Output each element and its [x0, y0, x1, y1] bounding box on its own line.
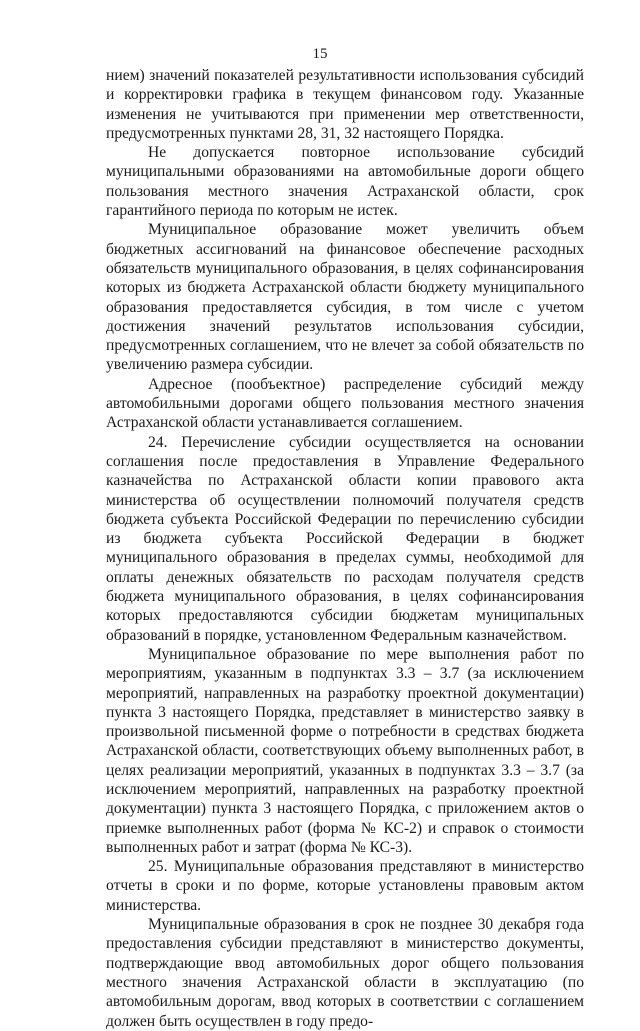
paragraph-payment-request: Муниципальное образование по мере выполнения работ по мероприятиям, указанным в подпунктах 3.3 – 3.7 (за исключением мероприятий, направленных на разработку проектной документации) пункта 3 настоящего Порядка, представляет в министерство заявку в произвольной письменной форме о потребности в средствах бюджета Астраханской области, соответствующих объему выполненных работ, в целях реализации мероприятий, указанных в подпунктах 3.3 – 3.7 (за исключением мероприятий, направленных на разработку проектной документации) пункта 3 настоящего Порядка, с приложением актов о приемке выполненных работ (форма № КС-2) и справок о стоимости выполненных работ и затрат (форма № КС-3).: [106, 645, 584, 856]
paragraph-continuation: нием) значений показателей результативности использования субсидий и корректировки графика в текущем финансовом году. Указанные изменения не учитываются при применении мер ответственности, предусмотренных пунктами 28, 31, 32 настоящего Порядка.: [106, 67, 584, 142]
document-body: [106, 66, 584, 1031]
paragraph-item-25: 25. Муниципальные образования представляют в министерство отчеты в сроки и по форме, которые установлены правовым актом министерства.: [106, 858, 584, 914]
paragraph-address-distribution: Адресное (пообъектное) распределение субсидий между автомобильными дорогами общего пользования местного значения Астраханской области устанавливается соглашением.: [106, 375, 584, 432]
page-number: 15: [312, 46, 328, 62]
paragraph-budget-increase: Муниципальное образование может увеличить объем бюджетных ассигнований на финансовое обеспечение расходных обязательств муниципального образования, в целях софинансирования которых из бюджета Астраханской области бюджету муниципального образования предоставляется субсидия, в том числе с учетом достижения значений результатов использования субсидии, предусмотренных соглашением, что не влечет за собой обязательств по увеличению размера субсидии.: [106, 221, 584, 374]
paragraph-reuse-prohibition: Не допускается повторное использование субсидий муниципальными образованиями на автомобильные дороги общего пользования местного значения Астраханской области, срок гарантийного периода по которым не истек.: [106, 144, 584, 220]
paragraph-item-24: 24. Перечисление субсидии осуществляется на основании соглашения после предоставления в Управление Федерального казначейства по Астраханской области копии правового акта министерства об осуществлении полномочий получателя средств бюджета субъекта Российской Федерации по перечислению субсидии из бюджета субъекта Российской Федерации в бюджет муниципального образования в пределах суммы, необходимой для оплаты денежных обязательств по расходам получателя средств бюджета муниципального образования, в целях софинансирования которых предоставляются субсидии бюджетам муниципальных образований в порядке, установленном Федеральным казначейством.: [106, 433, 584, 644]
paragraph-commissioning-documents: Муниципальные образования в срок не позднее 30 декабря года предоставления субсидии представляют в министерство документы, подтверждающие ввод автомобильных дорог общего пользования местного значения Астраханской области в эксплуатацию (по автомобильным дорогам, ввод которых в соответствии с соглашением должен быть осуществлен в году предо-: [106, 916, 584, 1030]
